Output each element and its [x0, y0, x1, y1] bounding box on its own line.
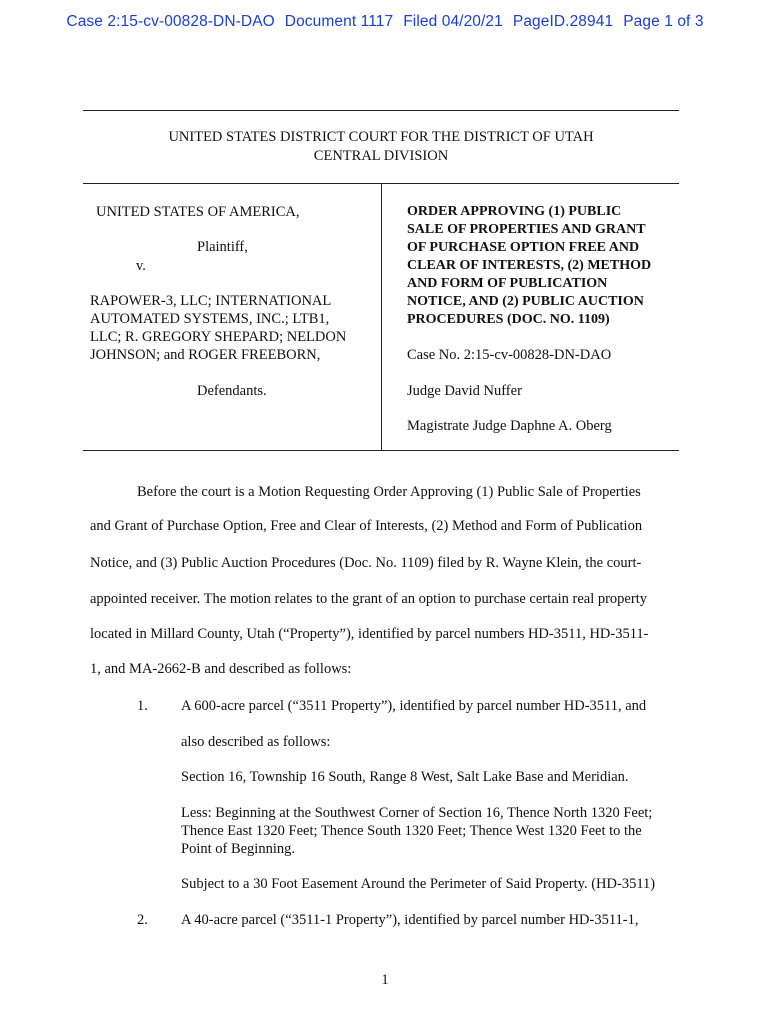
item-2-line: A 40-acre parcel (“3511-1 Property”), identified by parcel number HD-3511-1,: [181, 912, 639, 928]
court-title: [83, 128, 679, 166]
item-2-number: 2.: [137, 912, 148, 928]
order-title-line: SALE OF PROPERTIES AND GRANT: [407, 222, 646, 237]
stamp-page-of: Page 1 of 3: [623, 13, 704, 30]
magistrate-judge-name: Magistrate Judge Daphne A. Oberg: [407, 418, 612, 434]
defendants-line: RAPOWER-3, LLC; INTERNATIONAL: [90, 293, 332, 309]
defendants-role: Defendants.: [197, 383, 267, 399]
order-title-line: ORDER APPROVING (1) PUBLIC: [407, 204, 622, 219]
judge-name: Judge David Nuffer: [407, 383, 522, 399]
stamp-filed: Filed 04/20/21: [403, 13, 503, 30]
order-title-line: AND FORM OF PUBLICATION: [407, 276, 608, 291]
paragraph-line: Before the court is a Motion Requesting Order Approving (1) Public Sale of Properties: [137, 484, 641, 500]
defendants-line: JOHNSON; and ROGER FREEBORN,: [90, 347, 321, 363]
stamp-case: Case 2:15-cv-00828-DN-DAO: [66, 13, 275, 30]
plaintiff-name: UNITED STATES OF AMERICA,: [96, 204, 300, 220]
item-1-less-line: Thence East 1320 Feet; Thence South 1320 Feet; Thence West 1320 Feet to the: [181, 823, 642, 839]
item-1-number: 1.: [137, 698, 148, 714]
item-1-section: Section 16, Township 16 South, Range 8 West, Salt Lake Base and Meridian.: [181, 769, 629, 785]
defendants-line: AUTOMATED SYSTEMS, INC.; LTB1,: [90, 311, 330, 327]
order-title-line: CLEAR OF INTERESTS, (2) METHOD: [407, 258, 652, 273]
plaintiff-role: Plaintiff,: [197, 239, 248, 255]
caption-bottom-divider: [83, 450, 679, 451]
court-name: UNITED STATES DISTRICT COURT FOR THE DISTRICT OF UTAH: [168, 129, 594, 145]
item-1-less-line: Point of Beginning.: [181, 841, 295, 857]
caption-vertical-divider: [381, 184, 382, 450]
order-title-line: OF PURCHASE OPTION FREE AND: [407, 240, 640, 255]
page-number: 1: [381, 972, 389, 988]
stamp-page-id: PageID.28941: [512, 13, 614, 30]
paragraph-line: 1, and MA-2662-B and described as follows:: [90, 661, 352, 677]
paragraph-line: and Grant of Purchase Option, Free and Clear of Interests, (2) Method and Form of Publication: [90, 518, 643, 534]
top-divider: [83, 110, 679, 111]
paragraph-line: Notice, and (3) Public Auction Procedures (Doc. No. 1109) filed by R. Wayne Klein, the court-: [90, 555, 642, 571]
item-1-line: A 600-acre parcel (“3511 Property”), identified by parcel number HD-3511, and: [181, 698, 647, 714]
item-1-line: also described as follows:: [181, 734, 331, 750]
versus: v.: [136, 258, 146, 274]
case-number: Case No. 2:15-cv-00828-DN-DAO: [407, 347, 612, 363]
court-division: CENTRAL DIVISION: [313, 148, 449, 164]
order-title-line: PROCEDURES (DOC. NO. 1109): [407, 312, 610, 327]
stamp-document: Document 1117: [284, 13, 394, 30]
defendants-line: LLC; R. GREGORY SHEPARD; NELDON: [90, 329, 347, 345]
paragraph-line: appointed receiver. The motion relates to the grant of an option to purchase certain real property: [90, 591, 647, 607]
filing-stamp: [0, 13, 770, 31]
paragraph-line: located in Millard County, Utah (“Property”), identified by parcel numbers HD-3511, HD-3511-: [90, 626, 649, 642]
item-1-less-line: Less: Beginning at the Southwest Corner of Section 16, Thence North 1320 Feet;: [181, 805, 653, 821]
order-title-line: NOTICE, AND (2) PUBLIC AUCTION: [407, 294, 644, 309]
item-1-subject: Subject to a 30 Foot Easement Around the Perimeter of Said Property. (HD-3511): [181, 876, 656, 892]
